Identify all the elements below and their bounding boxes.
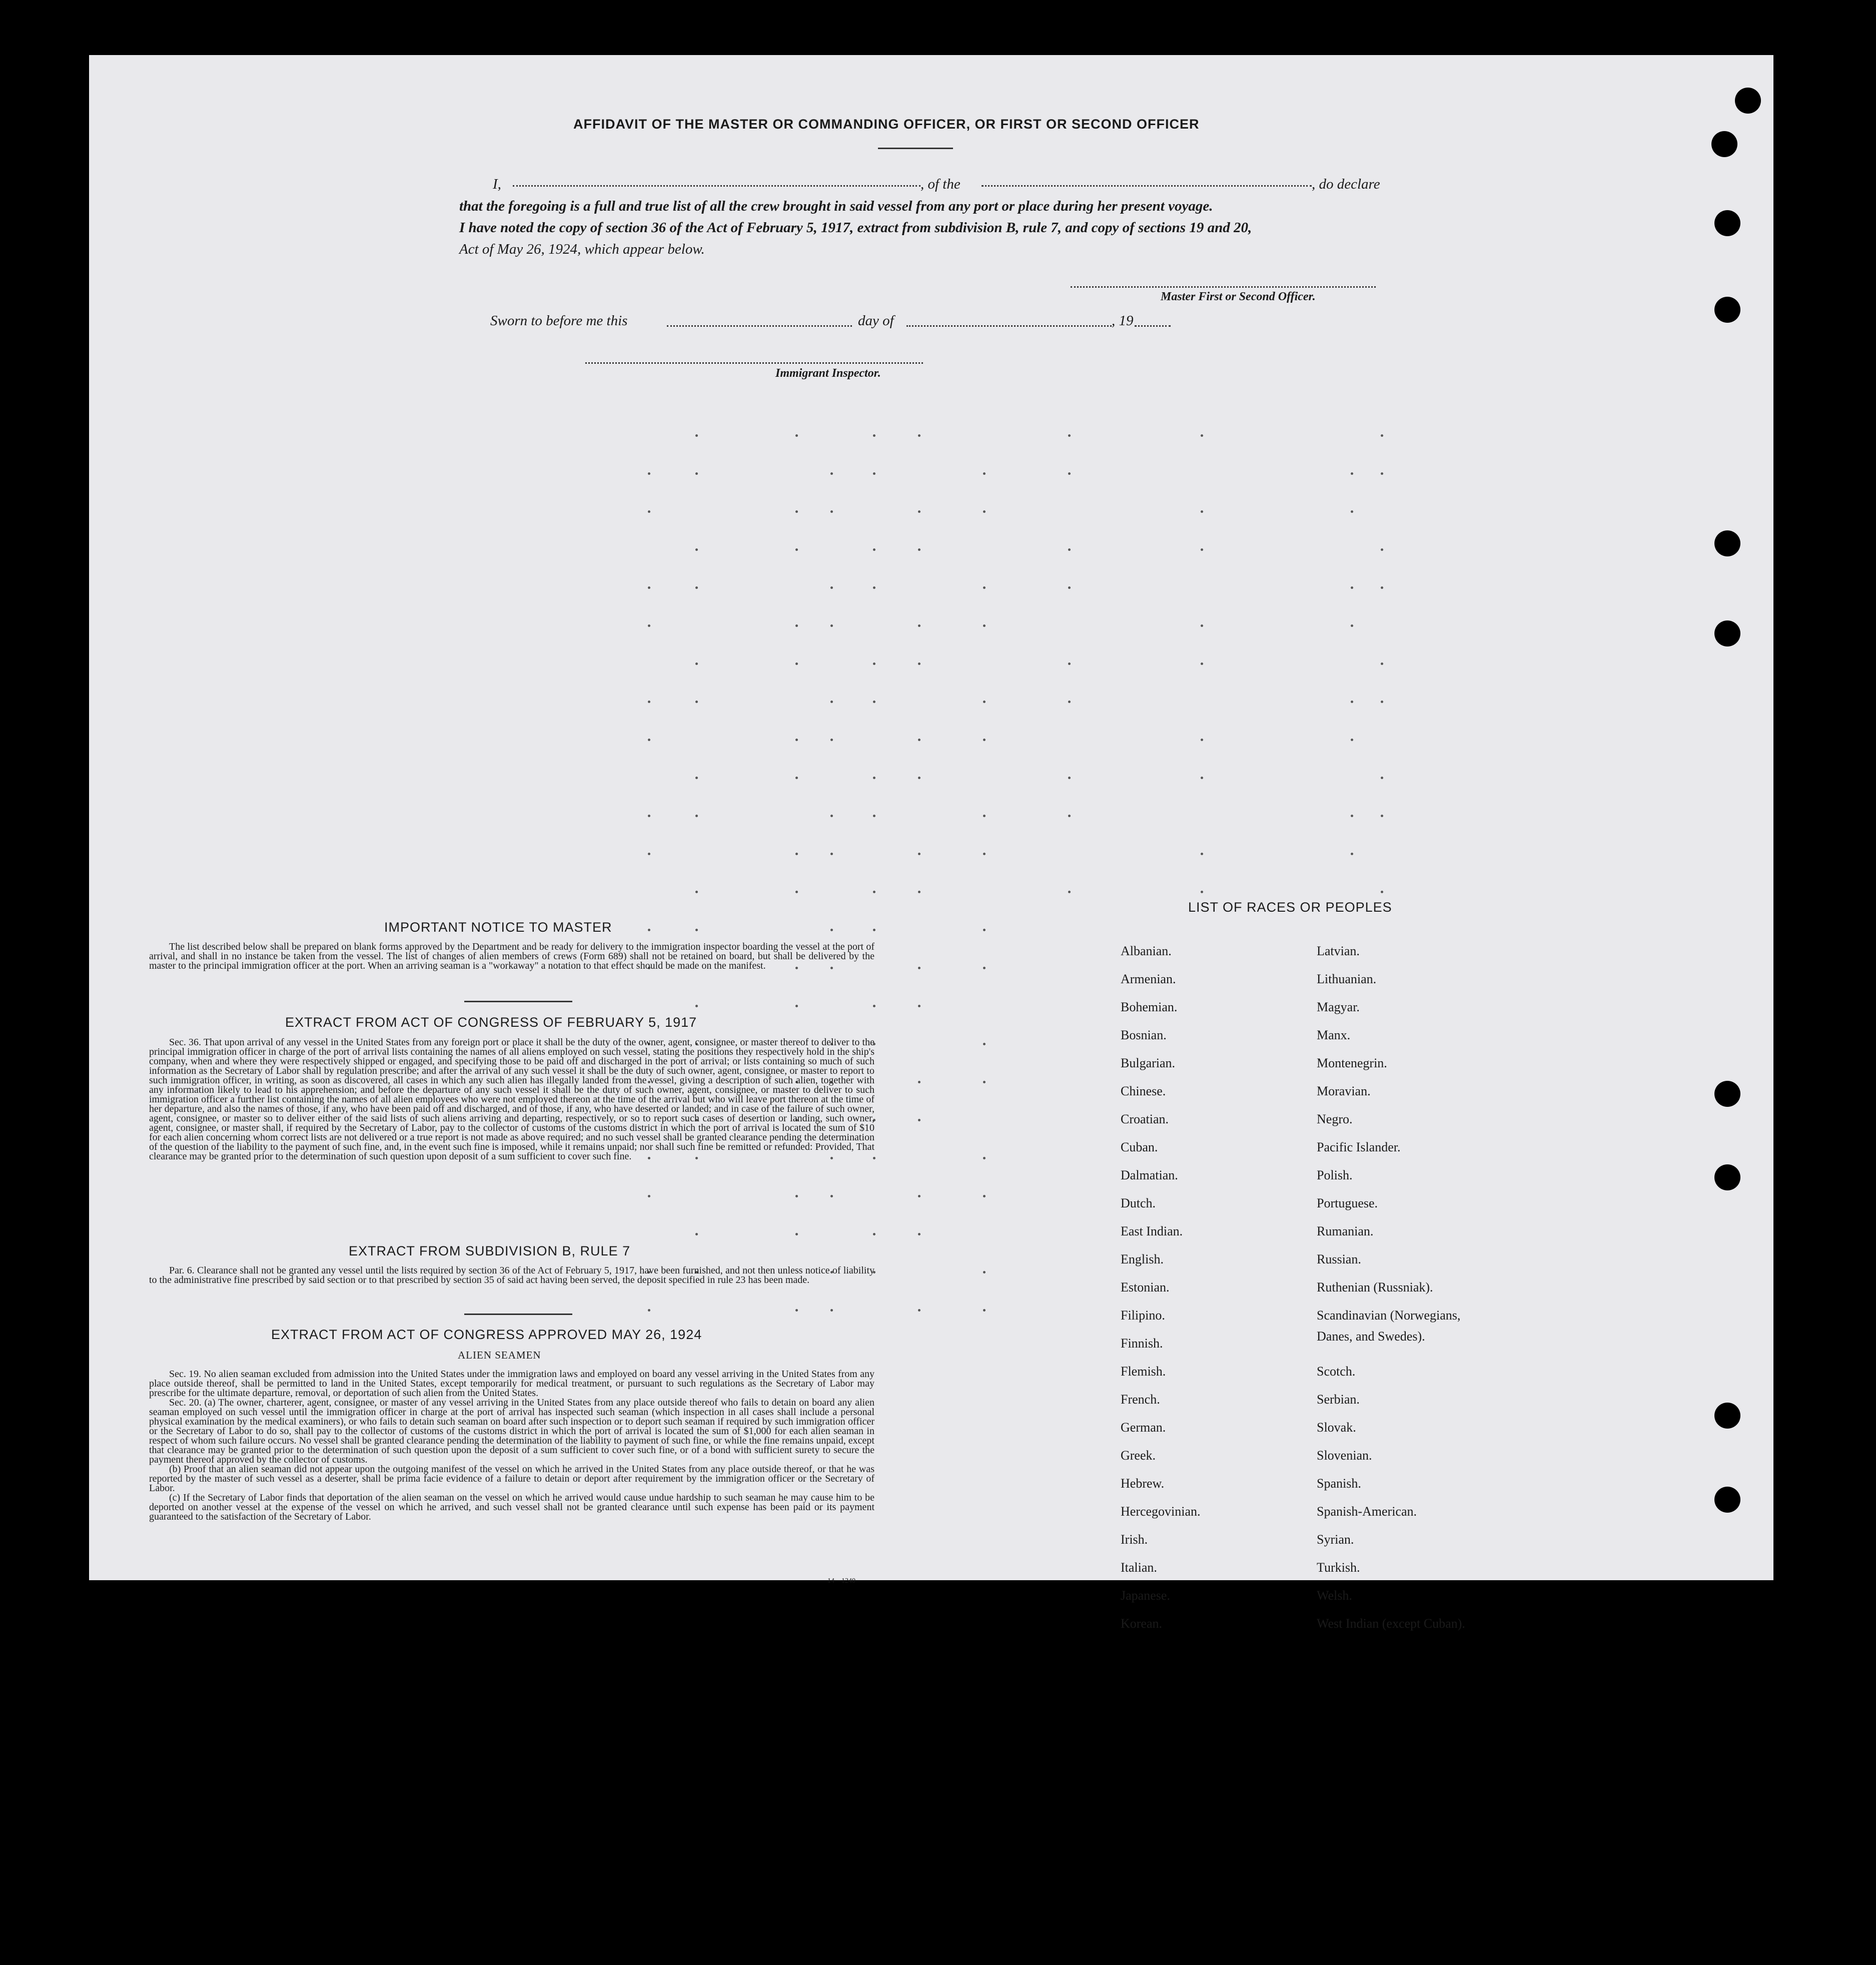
race-entry: English. [1121,1252,1164,1266]
grid-dot [795,891,798,893]
grid-dot [1381,472,1383,475]
race-entry: Polish. [1317,1168,1353,1182]
grid-dot [795,434,798,437]
grid-dot [983,510,986,513]
punch-hole [1714,620,1740,646]
grid-dot [918,1005,920,1007]
grid-dot [795,1233,798,1235]
race-entry: French. [1121,1392,1160,1407]
grid-dot [1068,701,1071,703]
race-entry: Spanish-American. [1317,1504,1417,1519]
notice-paragraph: The list described below shall be prepared on blank forms approved by the Department and be ready for delivery to the immigration inspector boarding the vessel at the port of arrival, and shall in no instance be taken from the vessel. The list of changes of alien members of crews (Form 689) shall not be retained on board, but shall be delivered by the master to the principal immigration officer at the port. When an arriving seaman is a "workaway" a notation to that effect should be made on the manifest. [149,941,874,971]
extract-1917-text [149,1038,874,1161]
vessel-name-field[interactable] [982,185,1312,187]
divider [464,1001,572,1002]
grid-dot [918,1309,920,1312]
grid-dot [648,510,650,513]
sworn-year-label: , 19 [1112,313,1134,329]
grid-dot [983,472,986,475]
grid-dot [648,1195,650,1197]
grid-dot [830,739,833,741]
notice-title: IMPORTANT NOTICE TO MASTER [384,920,612,935]
extract-1917-title: EXTRACT FROM ACT OF CONGRESS OF FEBRUARY 5, 1917 [285,1015,697,1030]
grid-dot [1351,586,1353,589]
grid-dot [873,663,875,665]
race-entry: German. [1121,1420,1166,1435]
notice-text [149,942,874,971]
grid-dot [1201,510,1203,513]
grid-dot [983,1043,986,1045]
grid-dot [873,472,875,475]
race-entry: Cuban. [1121,1140,1158,1154]
form-number: 14—1240 [827,1577,855,1585]
grid-dot [1201,624,1203,627]
race-entry: Slovenian. [1317,1448,1372,1463]
grid-dot [873,777,875,779]
grid-dot [1381,663,1383,665]
grid-dot [918,1081,920,1083]
grid-dot [983,586,986,589]
grid-dot [873,701,875,703]
race-entry: Flemish. [1121,1364,1166,1379]
race-entry-continuation: Danes, and Swedes). [1317,1329,1425,1344]
inspector-signature-field[interactable] [585,362,923,364]
grid-dot [918,1233,920,1235]
grid-dot [983,1309,986,1312]
grid-dot [648,739,650,741]
race-entry: Welsh. [1317,1588,1352,1603]
punch-hole [1735,88,1761,114]
grid-dot [1381,434,1383,437]
grid-dot [873,434,875,437]
affidavit-line2: that the foregoing is a full and true list of all the crew brought in said vessel from any port or place during her present voyage. [459,198,1213,214]
grid-dot [873,815,875,817]
race-entry: Russian. [1317,1252,1361,1266]
grid-dot [983,815,986,817]
race-entry: Estonian. [1121,1280,1170,1294]
grid-dot [873,1233,875,1235]
grid-dot [830,624,833,627]
grid-dot [695,701,698,703]
grid-dot [1351,624,1353,627]
grid-dot [1351,472,1353,475]
grid-dot [648,815,650,817]
grid-dot [648,701,650,703]
race-entry: Albanian. [1121,944,1172,958]
race-entry: Dutch. [1121,1196,1156,1210]
grid-dot [1201,853,1203,855]
grid-dot [795,739,798,741]
punch-hole [1714,210,1740,236]
grid-dot [1068,891,1071,893]
grid-dot [795,1195,798,1197]
race-entry: Hebrew. [1121,1476,1165,1491]
sworn-year-field[interactable] [1135,325,1171,327]
grid-dot [1068,472,1071,475]
grid-dot [1201,891,1203,893]
race-entry: Scandinavian (Norwegians, [1317,1308,1461,1323]
race-entry: Moravian. [1317,1084,1371,1098]
grid-dot [918,967,920,969]
sworn-day-label: day of [858,313,894,329]
grid-dot [1351,510,1353,513]
race-entry: Ruthenian (Russniak). [1317,1280,1433,1294]
grid-dot [983,1195,986,1197]
punch-hole [1714,530,1740,556]
grid-dot [1381,777,1383,779]
grid-dot [983,1157,986,1159]
grid-dot [983,929,986,931]
grid-dot [648,1309,650,1312]
divider [464,1314,572,1315]
grid-dot [695,1233,698,1235]
grid-dot [918,548,920,551]
grid-dot [1351,701,1353,703]
grid-dot [873,891,875,893]
sworn-month-field[interactable] [906,325,1112,327]
grid-dot [983,701,986,703]
race-entry: Bohemian. [1121,1000,1178,1014]
punch-hole [1714,1164,1740,1190]
grid-dot [795,777,798,779]
race-entry: Filipino. [1121,1308,1165,1323]
rule7-title: EXTRACT FROM SUBDIVISION B, RULE 7 [349,1243,631,1258]
grid-dot [918,510,920,513]
inspector-label: Immigrant Inspector. [775,367,881,380]
race-entry: Dalmatian. [1121,1168,1178,1182]
grid-dot [830,586,833,589]
grid-dot [918,891,920,893]
grid-dot [918,624,920,627]
grid-dot [1351,815,1353,817]
race-entry: Finnish. [1121,1336,1163,1351]
race-entry: Bosnian. [1121,1028,1167,1042]
grid-dot [873,586,875,589]
par-6-paragraph: Par. 6. Clearance shall not be granted any vessel until the lists required by section 36 of the Act of February 5, 1917, have been furnished, and not then unless notice of liability to the administrative fine prescribed by said section or to that prescribed by section 35 of said act having been served, the deposit specified in rule 23 has been made. [149,1265,874,1285]
race-entry: Italian. [1121,1560,1157,1575]
declarant-name-field[interactable] [513,185,920,187]
race-entry: Montenegrin. [1317,1056,1387,1070]
race-entry: Manx. [1317,1028,1351,1042]
grid-dot [695,929,698,931]
sec-20b-paragraph: (b) Proof that an alien seaman did not appear upon the outgoing manifest of the vessel on which he arrived in the United States from any place outside thereof, or that he was reported by the master of such vessel as a deserter, shall be prima facie evidence of a failure to detain or deport after requirement by the immigration officer or the Secretary of Labor. [149,1464,874,1494]
race-entry: Croatian. [1121,1112,1169,1126]
grid-dot [1381,891,1383,893]
alien-seamen-subtitle: ALIEN SEAMEN [458,1349,541,1361]
rule7-text [149,1266,874,1285]
race-entry: Irish. [1121,1532,1148,1547]
grid-dot [983,739,986,741]
grid-dot [795,1005,798,1007]
grid-dot [1068,777,1071,779]
grid-dot [795,853,798,855]
sworn-label: Sworn to before me this [490,313,628,329]
master-signature-label: Master First or Second Officer. [1161,290,1316,303]
grid-dot [648,472,650,475]
punch-hole [1714,297,1740,323]
race-entry: East Indian. [1121,1224,1183,1238]
grid-dot [795,548,798,551]
race-entry: Rumanian. [1317,1224,1374,1238]
grid-dot [830,853,833,855]
grid-dot [648,586,650,589]
grid-dot [648,624,650,627]
grid-dot [983,853,986,855]
sec-20a-paragraph: Sec. 20. (a) The owner, charterer, agent, consignee, or master of any vessel arriving in the United States from any place outside thereof who fails to detain on board any alien seaman employed on such vessel until the immigration officer in charge at the port of arrival has inspected such seaman (which inspection in all cases shall include a personal physical examination by the medical examiners), or who fails to detain such seaman on board after such inspection or to deport such seaman if required by such immigration officer or the Secretary of Labor to do so, shall pay to the collector of customs of the customs district in which the port of arrival is located the sum of $1,000 for each alien seaman in respect of whom such failure occurs. No vessel shall be granted clearance pending the determination of the liability to payment of such fine, or while the fine remains unpaid, except that clearance may be granted prior to the determination of such question upon the deposit of a sum sufficient to cover such fine, or of a bond with sufficient surety to secure the payment thereof approved by the collector of customs. [149,1397,874,1465]
punch-hole [1714,1403,1740,1429]
grid-dot [695,1005,698,1007]
grid-dot [795,624,798,627]
grid-dot [1351,739,1353,741]
grid-dot [918,1195,920,1197]
race-entry: Korean. [1121,1616,1163,1631]
race-entry: Greek. [1121,1448,1156,1463]
grid-dot [1068,586,1071,589]
race-entry: Hercegovinian. [1121,1504,1201,1519]
grid-dot [830,815,833,817]
sec-20c-paragraph: (c) If the Secretary of Labor finds that deportation of the alien seaman on the vessel on which he arrived would cause undue hardship to such seaman he may cause him to be deported on another vessel at the expense of the vessel on which he arrived, and such vessel shall not be granted clearance until such expense has been paid or its payment guaranteed to the satisfaction of the Secretary of Labor. [149,1492,874,1522]
grid-dot [983,1081,986,1083]
affidavit-line1-end: , do declare [1312,176,1380,192]
grid-dot [648,853,650,855]
race-entry: Japanese. [1121,1588,1170,1603]
sworn-date-field[interactable] [667,325,852,327]
race-entry: Portuguese. [1317,1196,1378,1210]
master-signature-field[interactable] [1071,286,1376,288]
title-underline [878,148,953,149]
grid-dot [695,434,698,437]
grid-dot [1351,853,1353,855]
grid-dot [873,548,875,551]
grid-dot [1201,548,1203,551]
form-page [89,55,1773,1580]
grid-dot [1068,548,1071,551]
grid-dot [983,624,986,627]
grid-dot [918,1119,920,1121]
race-entry: Syrian. [1317,1532,1354,1547]
grid-dot [695,891,698,893]
grid-dot [918,663,920,665]
grid-dot [1068,663,1071,665]
grid-dot [873,1005,875,1007]
grid-dot [695,586,698,589]
affidavit-line3: I have noted the copy of section 36 of the Act of February 5, 1917, extract from subdivision B, rule 7, and copy of sections 19 and 20, [459,220,1252,236]
grid-dot [695,472,698,475]
grid-dot [983,967,986,969]
grid-dot [695,815,698,817]
grid-dot [873,929,875,931]
grid-dot [1201,434,1203,437]
race-entry: Negro. [1317,1112,1353,1126]
grid-dot [1381,701,1383,703]
race-entry: Pacific Islander. [1317,1140,1401,1154]
punch-hole [1714,1487,1740,1513]
grid-dot [648,929,650,931]
race-entry: Magyar. [1317,1000,1360,1014]
extract-1924-text [149,1370,874,1522]
race-entry: West Indian (except Cuban). [1317,1616,1465,1631]
affidavit-line1-start: I, [493,176,501,192]
grid-dot [1068,815,1071,817]
grid-dot [830,1195,833,1197]
grid-dot [1381,548,1383,551]
race-entry: Lithuanian. [1317,972,1377,986]
sec-19-paragraph: Sec. 19. No alien seaman excluded from admission into the United States under the immigration laws and employed on board any vessel arriving in the United States from any place outside thereof, shall be permitted to land in the United States, except temporarily for medical treatment, or pursuant to such regulations as the Secretary of Labor may prescribe for the ultimate departure, removal, or deportation of such alien from the United States. [149,1369,874,1399]
race-entry: Turkish. [1317,1560,1360,1575]
affidavit-title: AFFIDAVIT OF THE MASTER OR COMMANDING OFFICER, OR FIRST OR SECOND OFFICER [573,117,1200,132]
grid-dot [983,1271,986,1273]
grid-dot [830,1309,833,1312]
affidavit-line1-mid: , of the [920,176,961,192]
grid-dot [795,663,798,665]
affidavit-line4: Act of May 26, 1924, which appear below. [459,241,705,257]
grid-dot [695,777,698,779]
grid-dot [1381,586,1383,589]
race-entry: Armenian. [1121,972,1176,986]
punch-hole [1714,1081,1740,1107]
grid-dot [918,739,920,741]
grid-dot [1068,434,1071,437]
grid-dot [830,472,833,475]
grid-dot [795,1309,798,1312]
race-entry: Spanish. [1317,1476,1361,1491]
grid-dot [695,548,698,551]
grid-dot [830,510,833,513]
punch-hole [1711,131,1737,157]
race-entry: Bulgarian. [1121,1056,1176,1070]
grid-dot [1381,815,1383,817]
grid-dot [795,510,798,513]
grid-dot [1201,777,1203,779]
extract-1924-title: EXTRACT FROM ACT OF CONGRESS APPROVED MAY 26, 1924 [271,1327,702,1342]
grid-dot [695,663,698,665]
grid-dot [918,853,920,855]
sec-36-paragraph: Sec. 36. That upon arrival of any vessel in the United States from any foreign port or place it shall be the duty of the owner, agent, consignee, or master thereof to deliver to the principal immigration officer in charge of the port of arrival lists containing the names of all aliens employed on such vessel, stating the positions they respectively hold in the ship's company, when and where they were respectively shipped or engaged, and specifying those to be paid off and discharged in the port of arrival; or lists containing so much of such information as the Secretary of Labor shall by regulation prescribe; and after the arrival of any such vessel it shall be the duty of such owner, agent, consignee, or master to report to such immigration officer, in writing, as soon as discovered, all cases in which any such alien has illegally landed from the vessel, giving a description of such alien, together with any information likely to lead to his apprehension; and before the departure of any such vessel it shall be the duty of such owner, agent, consignee, or master to deliver to such immigration officer a further list containing the names of all alien employees who were not employed thereon at the time of the arrival but who will leave port thereon at the time of her departure, and also the names of those, if any, who have been paid off and discharged, and of those, if any, who have deserted or landed; and in case of the failure of such owner, agent, consignee, or master so to deliver either of the said lists of such aliens arriving and departing, respectively, or so to report such cases of desertion or landing, such owner, agent, consignee, or master shall, if required by the Secretary of Labor, pay to the collector of customs of the customs district in which the port of arrival is located the sum of $10 for each alien concerning whom correct lists are not delivered or a true report is not made as above required; and no such vessel shall be granted clearance pending the determination of the question of the liability to the payment of such fine, and, in the event such fine is imposed, while it remains unpaid; nor shall such fine be remitted or refunded: Provided, That clearance may be granted prior to the determination of such question upon deposit of a sum sufficient to cover such fine. [149,1037,874,1162]
race-entry: Serbian. [1317,1392,1360,1407]
grid-dot [830,701,833,703]
race-entry: Scotch. [1317,1364,1356,1379]
grid-dot [1201,739,1203,741]
race-entry: Chinese. [1121,1084,1166,1098]
races-title: LIST OF RACES OR PEOPLES [1188,900,1392,915]
grid-dot [1201,663,1203,665]
grid-dot [918,777,920,779]
race-entry: Latvian. [1317,944,1360,958]
grid-dot [830,929,833,931]
grid-dot [918,434,920,437]
race-entry: Slovak. [1317,1420,1356,1435]
